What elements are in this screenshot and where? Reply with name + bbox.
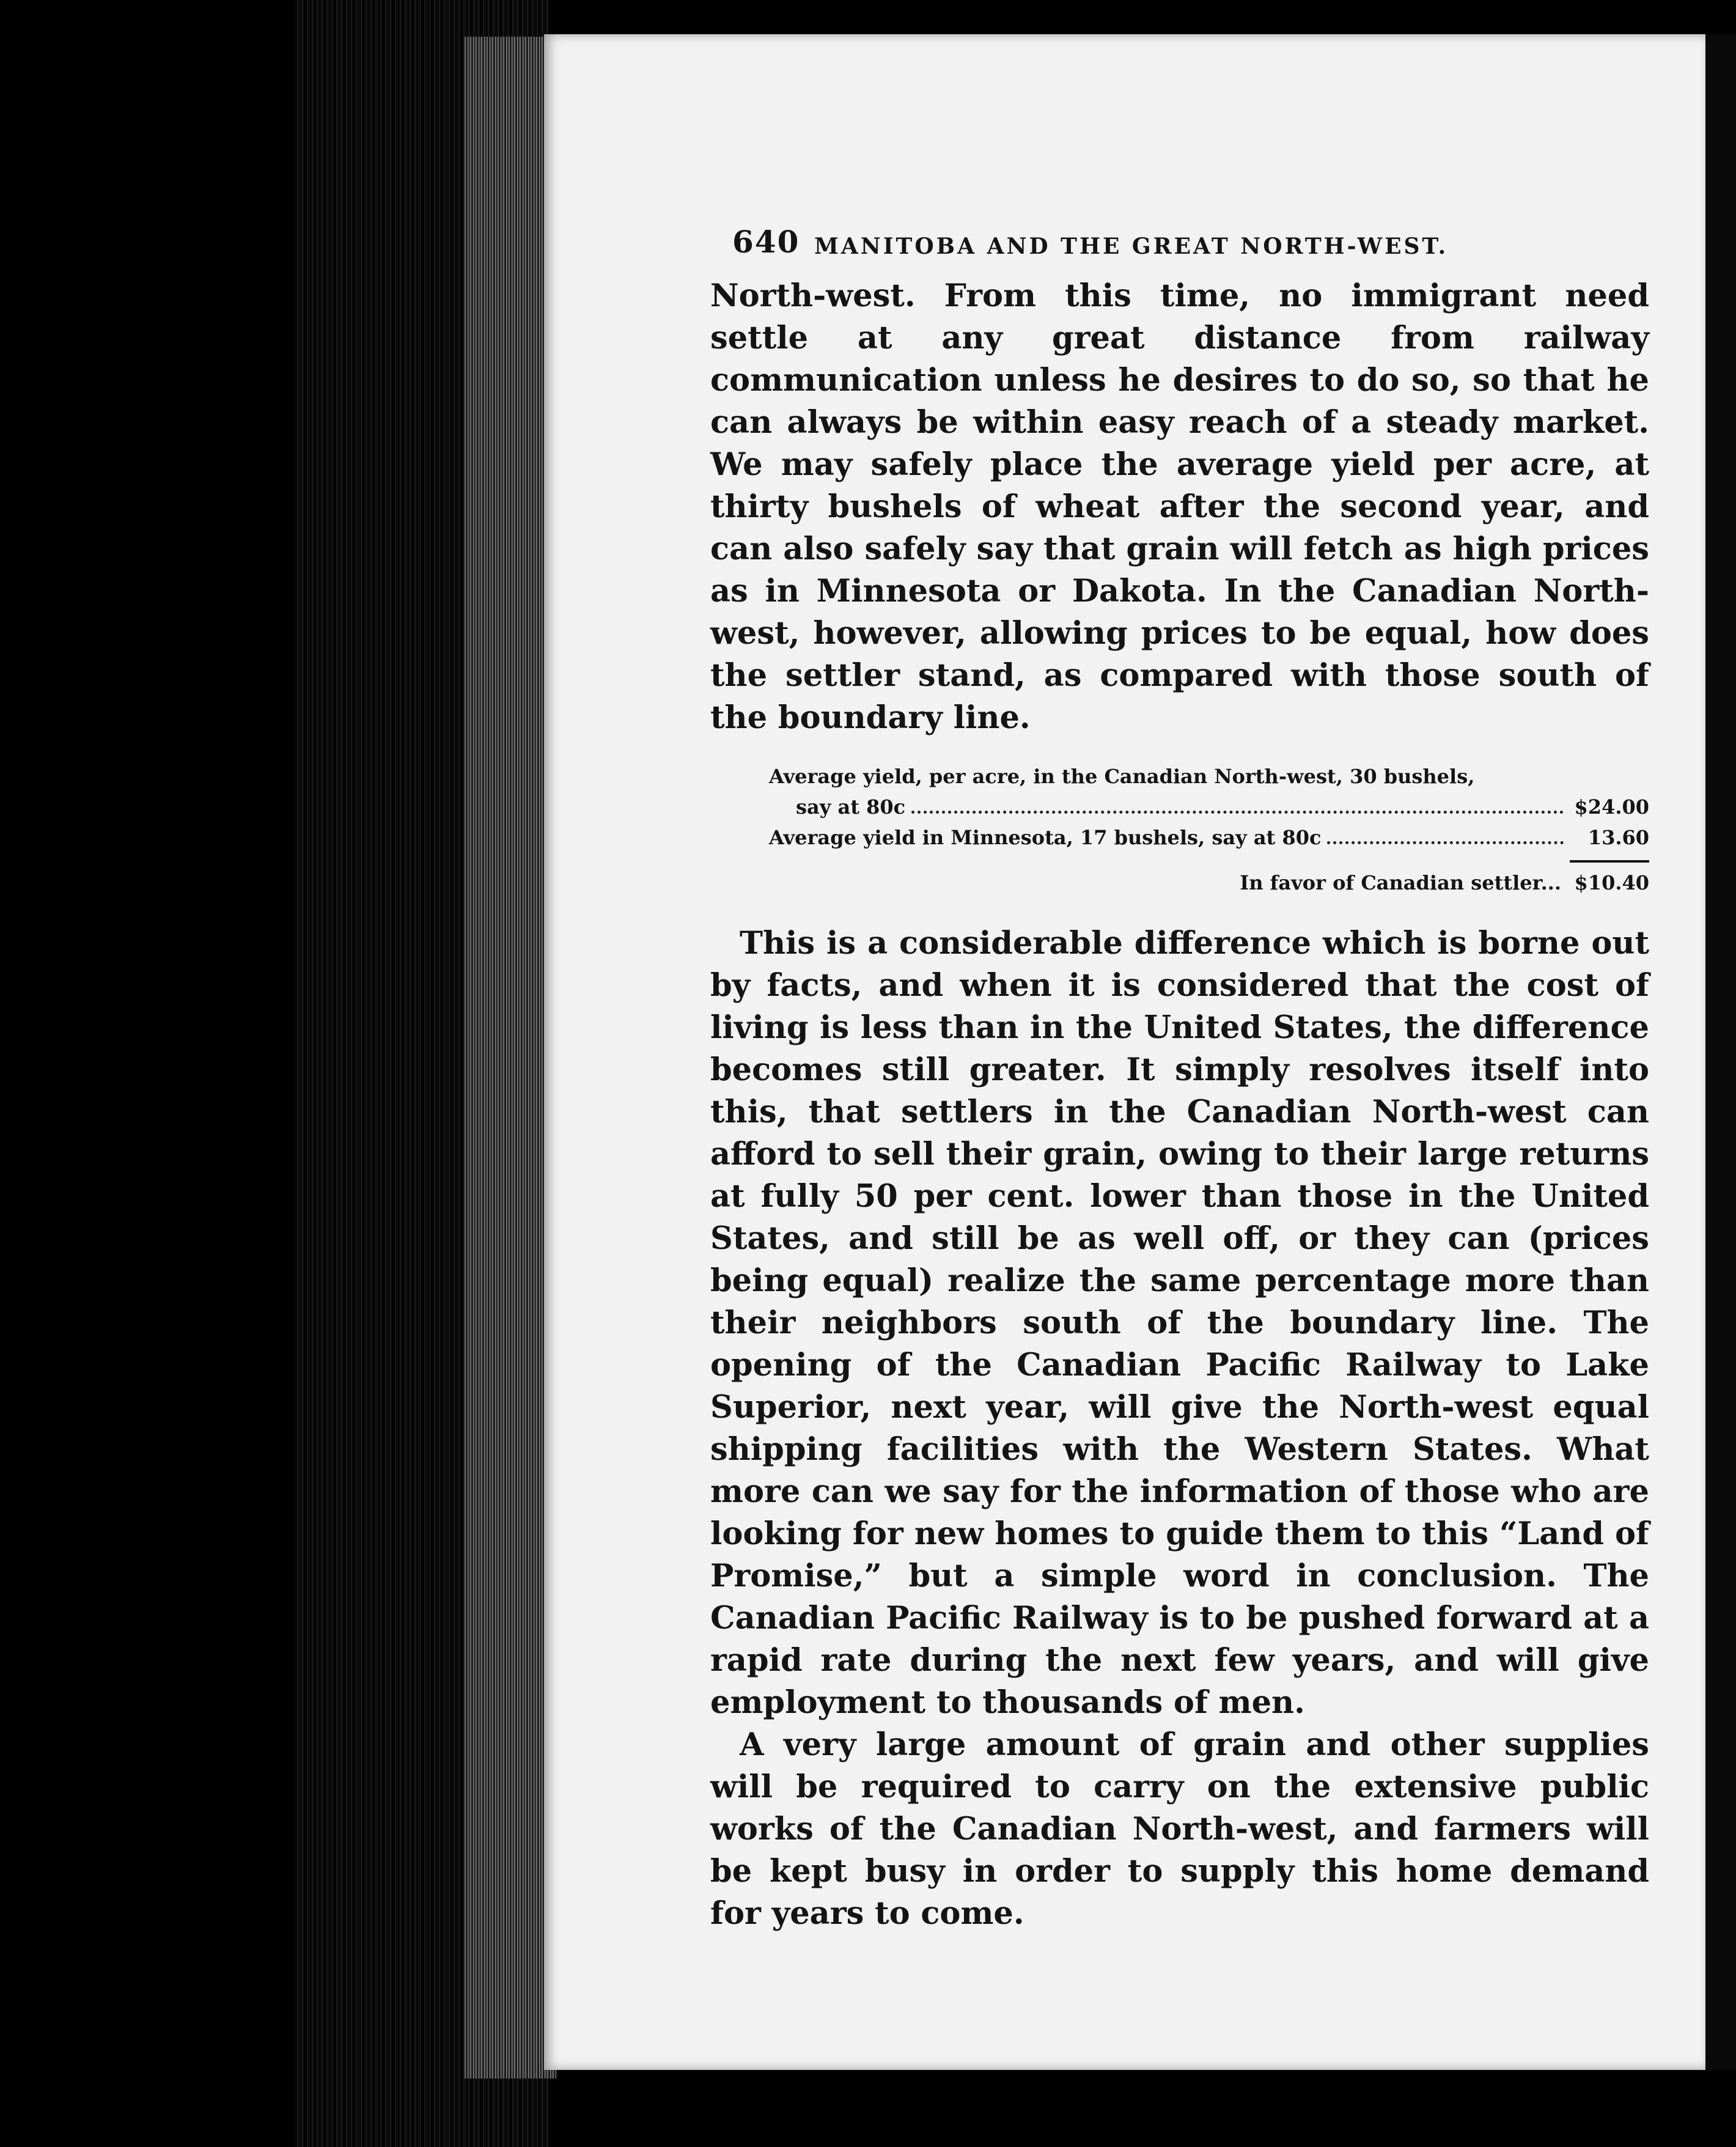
table-row [710,792,1649,822]
dot-leader [911,811,1564,814]
table-total-amount: $10.40 [1574,871,1649,894]
page-number: 640 [732,224,800,260]
table-row [710,822,1649,853]
page-content [710,220,1649,1935]
paragraph-2: This is a considerable difference which is borne out by facts, and when it is considered that the cost of living is less than in the United States, the difference becomes still greater. It simply resolves itself into this, that settlers in the Canadian North-west can afford to sell their grain, owing to their large returns at fully 50 per cent. lower than those in the United States, and still be as well off, or they can (prices being equal) realize the same percentage more than their neighbors south of the boundary line. The opening of the Canadian Pacific Railway to Lake Superior, next year, will give the North-west equal shipping facilities with the Western States. What more can we say for the information of those who are looking for new homes to guide them to this “Land of Promise,” but a simple word in conclusion. The Canadian Pacific Railway is to be pushed forward at a rapid rate during the next few years, and will give employment to thousands of men. [710,925,1649,1721]
dot-leader [1327,841,1564,844]
comparison-table [710,761,1649,898]
paragraph-1: North-west. From this time, no immigrant need settle at any great distance from railway communication unless he desires to do so, so that he can always be within easy reach of a steady market. We may safely place the average yield per acre, at thirty bushels of wheat after the second year, and can also safely say that grain will fetch as high prices as in Minnesota or Dakota. In the Canadian North-west, however, allowing prices to be equal, how does the settler stand, as compared with those south of the boundary line. [710,278,1649,736]
table-total-row [710,867,1649,898]
running-head-title: MANITOBA AND THE GREAT NORTH-WEST. [814,234,1449,259]
paragraph-3: A very large amount of grain and other supplies will be required to carry on the extensive public works of the Canadian North-west, and farmers will be kept busy in order to supply this home demand for years to come. [710,1726,1649,1932]
total-rule [1570,860,1649,863]
table-amount: 13.60 [1587,826,1649,849]
table-row-label: Average yield in Minnesota, 17 bushels, say at 80c [769,826,1322,849]
page-right-border [1705,34,1736,2070]
table-row-label: Average yield, per acre, in the Canadian North-west, 30 bushels, [769,765,1475,788]
table-row [710,761,1649,792]
page-stack-edge [465,37,556,2079]
book-edge-shadow [0,0,293,2147]
table-row-label: say at 80c [796,795,906,819]
table-amount: $24.00 [1574,795,1649,819]
table-total-label: In favor of Canadian settler... [1240,871,1561,894]
running-head [710,220,1649,275]
